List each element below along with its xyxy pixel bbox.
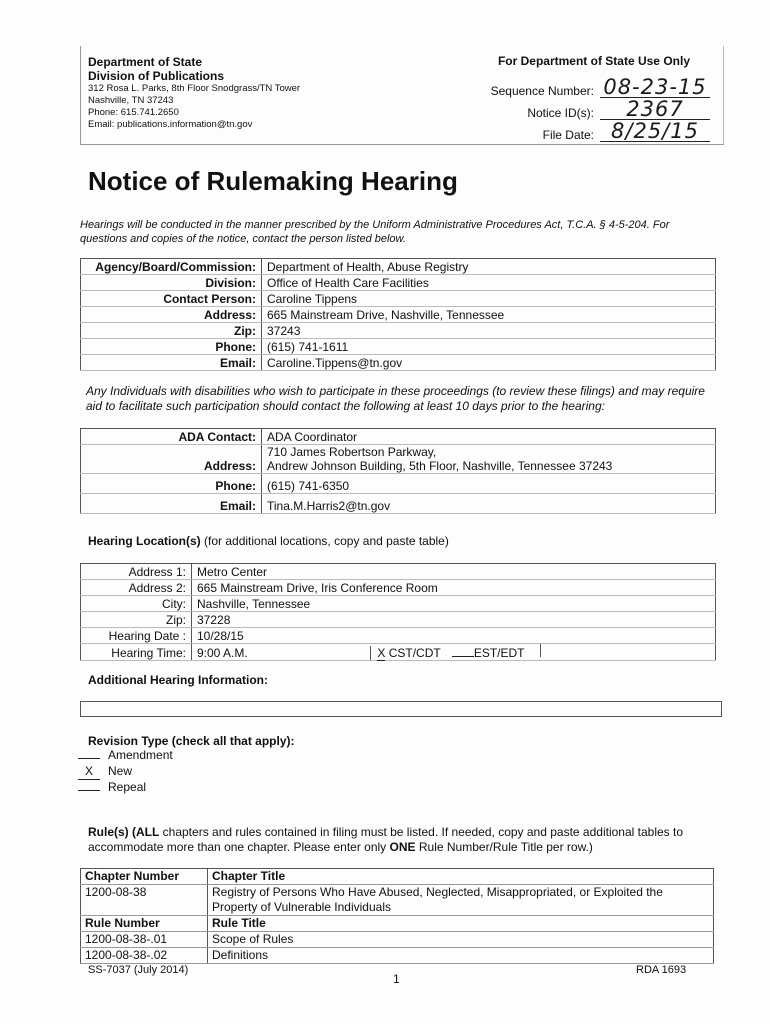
agency-field-4-row [81, 323, 716, 339]
hearing-field-4-value: 10/28/15 [192, 628, 716, 644]
intro-text: Hearings will be conducted in the manner prescribed by the Uniform Administrative Procedures Act, T.C.A. § 4-5-204. For questions and copies of the notice, contact the person listed below. [80, 219, 670, 245]
timezone-options [370, 646, 540, 660]
rules-intro [88, 825, 713, 855]
agency-field-6-value: Caroline.Tippens@tn.gov [262, 355, 716, 371]
revision-amendment [78, 748, 173, 764]
hearing-field-1-row [81, 580, 716, 596]
hearing-time-value: 9:00 A.M. [197, 646, 248, 660]
ada-address-line1: 710 James Robertson Parkway, [267, 445, 437, 459]
agency-field-6-label: Email: [81, 355, 262, 371]
new-label: New [108, 764, 133, 778]
agency-field-5-row [81, 339, 716, 355]
org-address: 312 Rosa L. Parks, 8th Floor Snodgrass/TN Tower [88, 83, 301, 94]
agency-field-3-value: 665 Mainstream Drive, Nashville, Tennessee [262, 307, 716, 323]
ada-email-label: Email: [81, 494, 262, 514]
chapter-row [81, 885, 714, 916]
ada-email-row [81, 494, 716, 514]
agency-field-5-label: Phone: [81, 339, 262, 355]
rule-header-row [81, 916, 714, 932]
rule-number-header: Rule Number [81, 916, 208, 932]
repeal-label: Repeal [108, 780, 147, 794]
hearing-time-label: Hearing Time: [81, 644, 192, 661]
page-title: Notice of Rulemaking Hearing [88, 166, 458, 196]
ada-email-value: Tina.M.Harris2@tn.gov [262, 494, 716, 514]
state-use-only-label: For Department of State Use Only [497, 54, 690, 68]
hearing-location-heading [88, 534, 449, 549]
org-email: Email: publications.information@tn.gov [88, 119, 253, 130]
rules-intro-all: ALL [136, 825, 160, 839]
revision-new [78, 764, 173, 780]
rules-intro-b: chapters and rules contained in filing must be listed. If needed, copy and paste additional tables to accommodate more than one chapter. Please enter only [88, 825, 683, 854]
ada-phone-value: (615) 741-6350 [262, 474, 716, 494]
agency-field-2-row [81, 291, 716, 307]
agency-field-6-row [81, 355, 716, 371]
sequence-row [482, 76, 710, 98]
ada-address-line2: Andrew Johnson Building, 5th Floor, Nashville, Tennessee 37243 [267, 459, 613, 473]
ada-phone-row [81, 474, 716, 494]
hearing-field-1-label: Address 2: [81, 580, 192, 596]
chapter-title: Registry of Persons Who Have Abused, Neglected, Misappropriated, or Exploited the Property of Vulnerable Individuals [208, 885, 714, 916]
rule-title-header: Rule Title [208, 916, 714, 932]
hearing-field-3-row [81, 612, 716, 628]
agency-field-0-row [81, 259, 716, 275]
rules-table [80, 868, 714, 964]
ada-address-row [81, 445, 716, 474]
org-city: Nashville, TN 37243 [88, 95, 174, 106]
hearing-field-4-label: Hearing Date : [81, 628, 192, 644]
agency-field-1-row [81, 275, 716, 291]
notice-row [482, 98, 710, 120]
hearing-table [80, 563, 716, 661]
hearing-field-4-row [81, 628, 716, 644]
rule-row [81, 948, 714, 964]
ada-address-label: Address: [81, 445, 262, 474]
rule-row [81, 932, 714, 948]
rules-intro-c: Rule Number/Rule Title per row.) [415, 840, 593, 854]
rules-intro-one: ONE [389, 840, 416, 854]
hearing-field-0-label: Address 1: [81, 564, 192, 580]
agency-field-3-row [81, 307, 716, 323]
ada-table [80, 428, 716, 514]
hearing-field-3-label: Zip: [81, 612, 192, 628]
agency-field-0-label: Agency/Board/Commission: [81, 259, 262, 275]
hearing-heading-note: (for additional locations, copy and paste table) [200, 534, 449, 548]
agency-field-1-label: Division: [81, 275, 262, 291]
page-number: 1 [393, 972, 400, 986]
hearing-heading: Hearing Location(s) [88, 534, 201, 548]
notice-value: 2367 [600, 99, 710, 120]
rda-number: RDA 1693 [636, 964, 687, 976]
hearing-field-2-value: Nashville, Tennessee [192, 596, 716, 612]
additional-info-box[interactable] [80, 701, 722, 717]
hearing-field-0-value: Metro Center [192, 564, 716, 580]
hearing-time-row [81, 644, 716, 661]
org-phone: Phone: 615.741.2650 [88, 107, 179, 118]
est-mark [452, 656, 474, 657]
file-date-label: File Date: [542, 128, 594, 142]
agency-field-1-value: Office of Health Care Facilities [262, 275, 716, 291]
file-date-row [482, 120, 710, 142]
chapter-title-header: Chapter Title [208, 869, 714, 885]
agency-field-2-value: Caroline Tippens [262, 291, 716, 307]
revision-options [78, 748, 173, 796]
agency-field-0-value: Department of Health, Abuse Registry [262, 259, 716, 275]
amendment-check[interactable] [78, 758, 100, 759]
agency-table [80, 258, 716, 371]
ada-contact-label: ADA Contact: [81, 429, 262, 445]
cst-label: CST/CDT [388, 646, 441, 660]
rule-number: 1200-08-38-.02 [81, 948, 208, 964]
rule-title: Scope of Rules [208, 932, 714, 948]
agency-field-3-label: Address: [81, 307, 262, 323]
agency-field-2-label: Contact Person: [81, 291, 262, 307]
hearing-field-2-label: City: [81, 596, 192, 612]
hearing-field-0-row [81, 564, 716, 580]
additional-info-heading: Additional Hearing Information: [88, 673, 268, 687]
chapter-header-row [81, 869, 714, 885]
new-check[interactable]: X [78, 764, 100, 780]
hearing-field-1-value: 665 Mainstream Drive, Iris Conference Room [192, 580, 716, 596]
notice-label: Notice ID(s): [527, 106, 594, 120]
agency-field-4-value: 37243 [262, 323, 716, 339]
sequence-label: Sequence Number: [490, 84, 594, 98]
est-label: EST/EDT [473, 646, 525, 660]
disability-note: Any Individuals with disabilities who wish to participate in these proceedings (to review these filings) and may require aid to facilitate such participation should contact the following at least 10 days prior to the hearing: [86, 384, 705, 413]
agency-field-5-value: (615) 741-1611 [262, 339, 716, 355]
filing-meta [482, 76, 710, 142]
rules-intro-a: Rule(s) ( [88, 825, 136, 839]
revision-repeal [78, 780, 173, 796]
repeal-check[interactable] [78, 790, 100, 791]
cst-mark: X [377, 646, 386, 660]
agency-field-4-label: Zip: [81, 323, 262, 339]
sequence-value: 08-23-15 [600, 77, 710, 98]
amendment-label: Amendment [108, 748, 173, 762]
file-date-value: 8/25/15 [600, 121, 710, 142]
hearing-field-3-value: 37228 [192, 612, 716, 628]
org-line1: Department of State [88, 55, 203, 69]
department-block [88, 55, 300, 131]
form-id: SS-7037 (July 2014) [88, 964, 189, 976]
ada-contact-row [81, 429, 716, 445]
ada-phone-label: Phone: [81, 474, 262, 494]
rule-title: Definitions [208, 948, 714, 964]
ada-contact-value: ADA Coordinator [262, 429, 716, 445]
org-line2: Division of Publications [88, 69, 225, 83]
chapter-number: 1200-08-38 [81, 885, 208, 916]
revision-heading: Revision Type (check all that apply): [88, 734, 295, 748]
rule-number: 1200-08-38-.01 [81, 932, 208, 948]
hearing-field-2-row [81, 596, 716, 612]
chapter-number-header: Chapter Number [81, 869, 208, 885]
